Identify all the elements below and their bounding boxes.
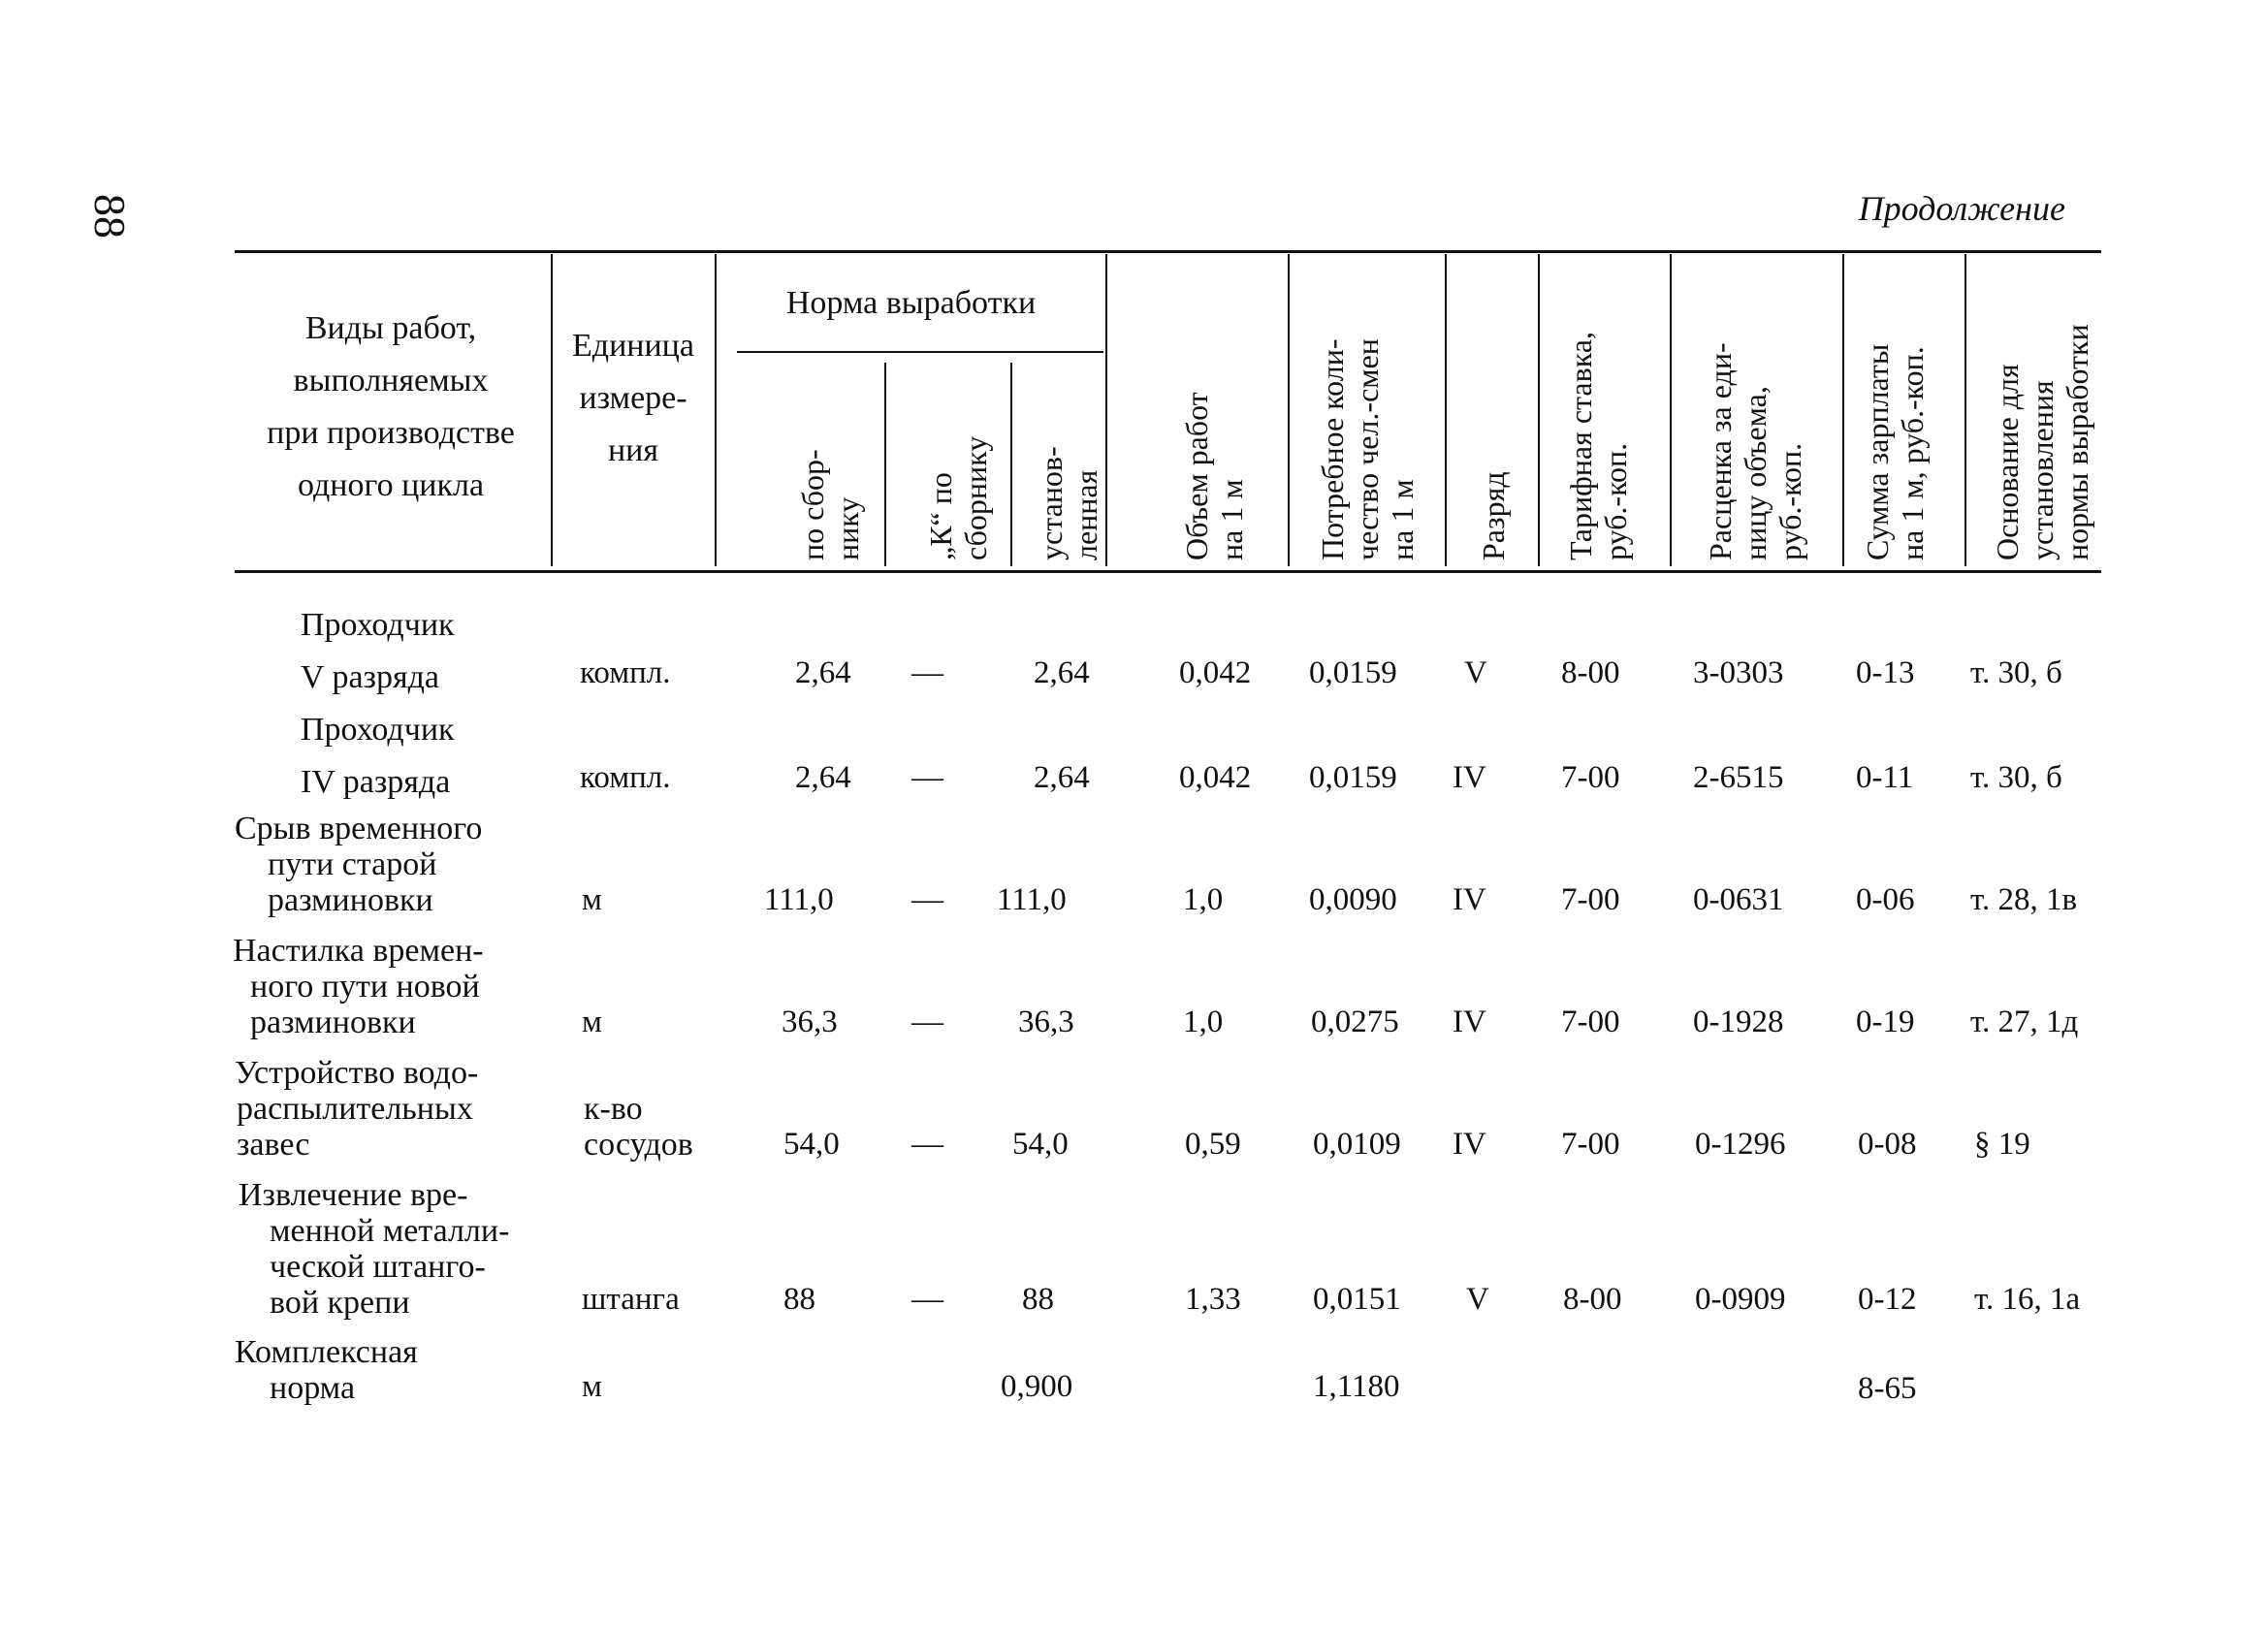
row-norm-collection: 88 <box>783 1282 815 1317</box>
total-unit: м <box>582 1369 602 1404</box>
row-volume: 1,33 <box>1185 1282 1241 1317</box>
row-price: 0-1296 <box>1695 1127 1786 1162</box>
row-unit: компл. <box>580 655 671 690</box>
row-rate: 7-00 <box>1561 760 1620 795</box>
header-separator <box>1842 254 1844 566</box>
row-volume: 0,042 <box>1179 655 1252 690</box>
row-work-type: Извлечение вре- менной металли- ческой штанго- вой крепи <box>239 1177 510 1321</box>
row-work-type: Проходчик V разряда <box>301 607 455 695</box>
header-separator <box>1105 254 1107 566</box>
header-separator <box>1538 254 1540 566</box>
row-wage: 0-11 <box>1856 760 1914 795</box>
row-rate: 8-00 <box>1563 1282 1622 1317</box>
row-price: 0-1928 <box>1693 1005 1784 1039</box>
row-work-type: Проходчик IV разряда <box>301 712 455 800</box>
row-k: — <box>911 760 943 795</box>
header-work-type: Виды работ, выполняемых при производстве одного цикла <box>267 310 515 503</box>
row-volume: 0,042 <box>1179 760 1252 795</box>
row-norm-set: 54,0 <box>1012 1127 1069 1162</box>
row-wage: 0-19 <box>1856 1005 1915 1039</box>
header-norm-collection: по сбор- нику <box>795 449 865 560</box>
row-norm-set: 36,3 <box>1018 1005 1074 1039</box>
row-rate: 7-00 <box>1561 882 1620 917</box>
row-unit: м <box>582 1005 602 1039</box>
row-manshifts: 0,0090 <box>1309 882 1397 917</box>
row-k: — <box>911 882 943 917</box>
row-norm-collection: 36,3 <box>782 1005 838 1039</box>
header-manshifts: Потребное коли- чество чел.-смен на 1 м <box>1315 338 1420 560</box>
row-norm-collection: 54,0 <box>783 1127 840 1162</box>
row-grade: IV <box>1453 882 1486 917</box>
row-k: — <box>911 655 943 690</box>
header-separator <box>884 363 886 566</box>
row-price: 3-0303 <box>1693 655 1784 690</box>
row-basis: т. 28, 1в <box>1970 882 2078 917</box>
header-separator <box>551 254 553 566</box>
row-volume: 0,59 <box>1185 1127 1241 1162</box>
header-separator <box>715 254 717 566</box>
header-separator <box>1670 254 1672 566</box>
row-manshifts: 0,0159 <box>1309 655 1397 690</box>
row-norm-set: 2,64 <box>1034 760 1090 795</box>
row-manshifts: 0,0109 <box>1313 1127 1401 1162</box>
header-unit: Единица измере- ния <box>572 328 694 468</box>
row-rate: 8-00 <box>1561 655 1620 690</box>
row-k: — <box>911 1127 943 1162</box>
header-rate: Тарифная ставка, руб.-коп. <box>1563 331 1633 560</box>
row-k: — <box>911 1282 943 1317</box>
row-wage: 0-13 <box>1856 655 1915 690</box>
page-number: 88 <box>85 194 135 239</box>
row-unit: компл. <box>580 760 671 795</box>
row-grade: V <box>1464 655 1487 690</box>
row-basis: т. 30, б <box>1970 655 2062 690</box>
row-manshifts: 0,0275 <box>1311 1005 1399 1039</box>
row-price: 2-6515 <box>1693 760 1784 795</box>
header-volume: Объем работ на 1 м <box>1179 392 1249 560</box>
header-separator <box>1288 254 1290 566</box>
row-unit: м <box>582 882 602 917</box>
row-k: — <box>911 1005 943 1039</box>
header-grade: Разряд <box>1476 471 1511 560</box>
header-price: Расценка за еди- ницу объема, руб.-коп. <box>1703 342 1807 560</box>
header-separator <box>1965 254 1966 566</box>
row-norm-set: 2,64 <box>1034 655 1090 690</box>
total-manshifts: 1,1180 <box>1313 1369 1400 1404</box>
row-basis: т. 16, 1а <box>1974 1282 2081 1317</box>
row-grade: IV <box>1453 760 1486 795</box>
row-basis: т. 27, 1д <box>1970 1005 2079 1039</box>
row-unit: к-во сосудов <box>584 1091 693 1163</box>
header-separator <box>1010 363 1012 566</box>
continuation-label: Продолжение <box>1858 189 2065 228</box>
row-norm-collection: 2,64 <box>795 655 851 690</box>
total-wage: 8-65 <box>1858 1371 1917 1406</box>
header-basis: Основание для установления нормы выработки <box>1990 324 2094 560</box>
header-wage: Сумма зарплаты на 1 м, руб.-коп. <box>1860 343 1930 560</box>
row-rate: 7-00 <box>1561 1127 1620 1162</box>
row-volume: 1,0 <box>1183 882 1224 917</box>
total-work-type: Комплексная норма <box>235 1334 418 1406</box>
row-wage: 0-06 <box>1856 882 1915 917</box>
row-volume: 1,0 <box>1183 1005 1224 1039</box>
total-norm-set: 0,900 <box>1001 1369 1073 1404</box>
header-bottom-rule <box>235 570 2101 573</box>
row-wage: 0-08 <box>1858 1127 1917 1162</box>
row-norm-collection: 111,0 <box>764 882 834 917</box>
row-norm-collection: 2,64 <box>795 760 851 795</box>
header-separator <box>1445 254 1447 566</box>
row-unit: штанга <box>582 1282 680 1317</box>
row-manshifts: 0,0151 <box>1313 1282 1401 1317</box>
row-basis: § 19 <box>1974 1127 2030 1162</box>
row-norm-set: 111,0 <box>997 882 1067 917</box>
row-work-type: Устройство водо- распылительных завес <box>235 1055 479 1163</box>
row-norm-set: 88 <box>1022 1282 1054 1317</box>
header-k-collection: „К“ по сборнику <box>923 435 993 560</box>
row-grade: V <box>1466 1282 1489 1317</box>
row-manshifts: 0,0159 <box>1309 760 1397 795</box>
row-work-type: Настилка времен- ного пути новой разминовки <box>233 933 484 1040</box>
norm-group-rule <box>737 351 1103 353</box>
row-grade: IV <box>1453 1127 1486 1162</box>
row-rate: 7-00 <box>1561 1005 1620 1039</box>
header-norm-group: Норма выработки <box>785 285 1037 321</box>
row-price: 0-0909 <box>1695 1282 1786 1317</box>
table-top-rule <box>235 250 2101 253</box>
header-norm-set: установ- ленная <box>1034 446 1103 560</box>
row-wage: 0-12 <box>1858 1282 1917 1317</box>
row-work-type: Срыв временного пути старой разминовки <box>235 811 483 918</box>
row-grade: IV <box>1453 1005 1486 1039</box>
row-basis: т. 30, б <box>1970 760 2062 795</box>
row-price: 0-0631 <box>1693 882 1784 917</box>
